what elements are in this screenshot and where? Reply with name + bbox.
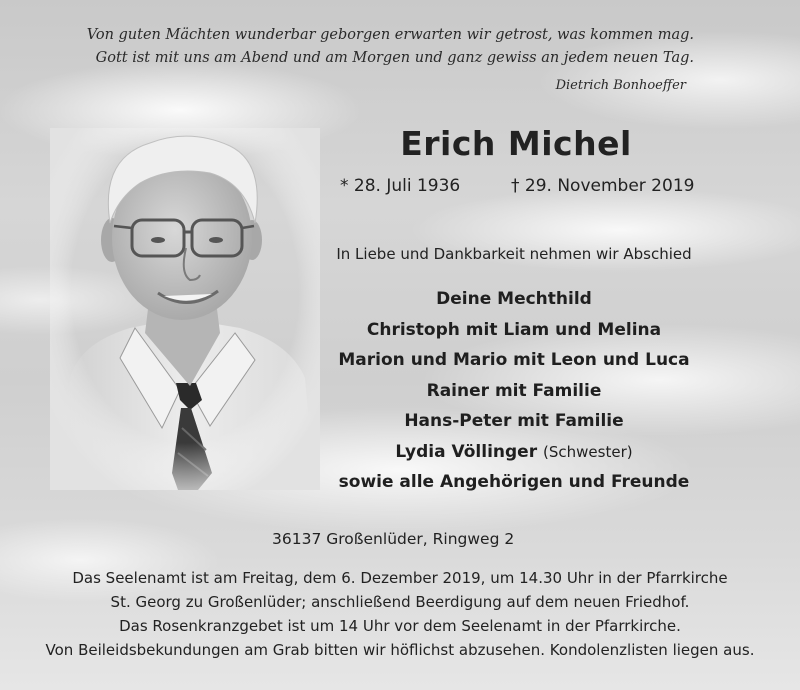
birth-date: * 28. Juli 1936 (340, 176, 461, 196)
death-date: † 29. November 2019 (511, 176, 695, 196)
info-line: St. Georg zu Großenlüder; anschließend Beerdigung auf dem neuen Friedhof. (110, 593, 690, 611)
mourner-item (334, 315, 694, 346)
mourner-item (334, 406, 694, 437)
mourners-list (334, 284, 694, 498)
mourner-name: Christoph mit Liam und Melina (366, 319, 662, 340)
mourner-name: Hans-Peter mit Familie (404, 411, 624, 431)
quote-author: Dietrich Bonhoeffer (555, 78, 686, 93)
family-address: 36137 Großenlüder, Ringweg 2 (272, 530, 515, 548)
mourner-name: Rainer mit Familie (426, 380, 602, 401)
info-line: Von Beileidsbekundungen am Grab bitten wir höflichst abzusehen. Kondolenzlisten liegen aus. (45, 641, 755, 659)
mourner-item (334, 345, 694, 376)
service-information (0, 566, 800, 662)
portrait-photo (50, 128, 320, 490)
mourner-item (334, 284, 694, 315)
quote-line-2: Gott ist mit uns am Abend und am Morgen und ganz gewiss an jedem neuen Tag. (95, 50, 694, 66)
mourner-item (334, 467, 694, 498)
mourner-relation-note: (Schwester) (543, 442, 633, 461)
quote-line-1: Von guten Mächten wunderbar geborgen erwarten wir getrost, was kommen mag. (86, 27, 694, 43)
deceased-name: Erich Michel (400, 124, 632, 163)
mourner-item (334, 376, 694, 407)
mourner-name: Lydia Völlinger (395, 441, 538, 462)
mourner-name: sowie alle Angehörigen und Freunde (338, 472, 690, 492)
bonhoeffer-quote (0, 24, 694, 70)
mourner-name: Deine Mechthild (436, 289, 592, 309)
mourner-name: Marion und Mario mit Leon und Luca (338, 350, 690, 370)
mourner-item (334, 437, 694, 468)
farewell-text: In Liebe und Dankbarkeit nehmen wir Abschied (336, 245, 692, 263)
info-line: Das Rosenkranzgebet ist um 14 Uhr vor dem Seelenamt in der Pfarrkirche. (119, 617, 681, 635)
info-line: Das Seelenamt ist am Freitag, dem 6. Dezember 2019, um 14.30 Uhr in der Pfarrkirche (72, 569, 728, 587)
